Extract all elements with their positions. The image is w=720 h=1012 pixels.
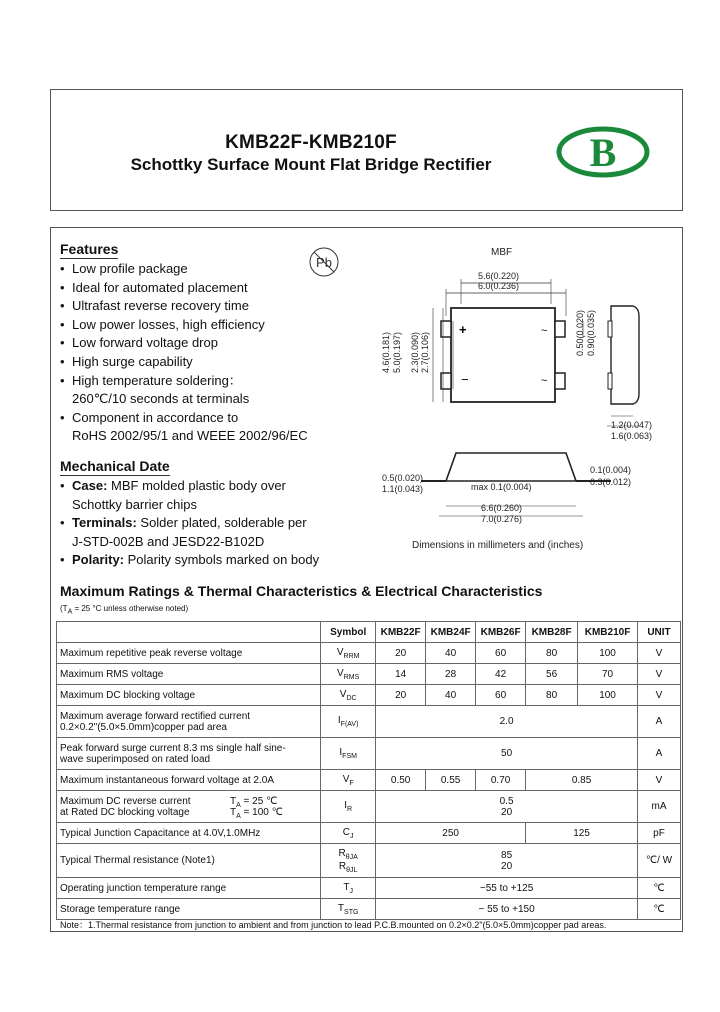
svg-text:−: −: [461, 372, 469, 387]
dim-label: 6.6(0.260): [481, 503, 523, 513]
main-box: [50, 227, 683, 932]
dim-label: 0.1(0.004): [590, 465, 632, 475]
ratings-condition: ($T_A = 25$ °C unless otherwise noted): [60, 604, 189, 616]
feature-item: • Low profile package: [60, 261, 188, 276]
document-title: KMB22F-KMB210F: [225, 132, 397, 153]
ratings-heading: Maximum Ratings & Thermal Characteristics & Electrical Characteristics: [60, 583, 543, 599]
mech-item-polarity: • Polarity: Polarity symbols marked on body: [60, 552, 320, 568]
svg-text:+: +: [459, 322, 467, 337]
table-row: Maximum instantaneous forward voltage at 2.0A $V_F$ 0.50 0.55 0.70 0.85 V: [57, 770, 681, 791]
table-row: Typical Thermal resistance (Note1) $R_{\theta JA}$ $R_{\theta JL}$ 85 20 ℃/ W: [57, 844, 681, 878]
table-row: Peak forward surge current 8.3 ms single half sine- wave superimposed on rated load $I_{FSM}$ 50 A: [57, 738, 681, 770]
svg-text:Pb: Pb: [316, 255, 332, 270]
table-row: Maximum DC reverse current $T_A = 25$ ℃ at Rated DC blocking voltage $T_A = 100$ ℃ $I_R$ 0.5 20 mA: [57, 791, 681, 823]
dim-label: 1.2(0.047): [611, 420, 653, 430]
dim-label: 6.0(0.236): [478, 281, 520, 291]
dim-label: 5.0(0.197): [392, 331, 402, 373]
table-row: Typical Junction Capacitance at 4.0V,1.0MHz $C_J$ 250 125 pF: [57, 823, 681, 844]
mech-item-terminals: • Terminals: Solder plated, solderable per: [60, 515, 307, 531]
feature-item: • Ultrafast reverse recovery time: [60, 298, 249, 314]
dim-label: 1.1(0.043): [382, 484, 424, 494]
mechanical-list: [60, 477, 319, 570]
table-header: UNIT: [638, 622, 681, 643]
table-header-row: [57, 622, 681, 643]
mech-item-cont: Schottky barrier chips: [72, 496, 197, 512]
header-box: [50, 89, 683, 211]
table-row: Operating junction temperature range $T_J$ −55 to +125 ℃: [57, 878, 681, 899]
feature-item: • High temperature soldering：: [60, 372, 242, 388]
mech-item-case: • Case: MBF molded plastic body over: [60, 478, 286, 493]
feature-item-cont: 260℃/10 seconds at terminals: [72, 391, 250, 407]
dim-label: 4.6(0.181): [381, 331, 391, 373]
dim-label: 0.3(0.012): [590, 477, 632, 487]
table-row: Storage temperature range $T_{STG}$ − 55 to +150 ℃: [57, 899, 681, 920]
dim-label: 2.7(0.106): [420, 331, 430, 373]
dim-label: 0.50(0.020): [575, 309, 585, 356]
table-header: KMB210F: [578, 622, 638, 643]
dim-label: 5.6(0.220): [478, 271, 520, 281]
table-header: [57, 622, 321, 643]
dim-label: 0.5(0.020): [382, 473, 424, 483]
table-header: KMB22F: [376, 622, 426, 643]
dim-label: 1.6(0.063): [611, 431, 653, 441]
table-header: Symbol: [321, 622, 376, 643]
feature-item-cont: RoHS 2002/95/1 and WEEE 2002/96/EC: [72, 428, 308, 444]
mech-item-cont: J-STD-002B and JESD22-B102D: [72, 533, 265, 549]
table-row: Maximum DC blocking voltage $V_{DC}$ 20 40 60 80 100 V: [57, 685, 681, 706]
features-list: [60, 260, 308, 446]
package-name: MBF: [491, 247, 513, 258]
units-note: Dimensions in millimeters and (inches): [412, 540, 584, 551]
table-header: KMB24F: [426, 622, 476, 643]
table-header: KMB26F: [476, 622, 526, 643]
feature-item: • Component in accordance to: [60, 409, 239, 425]
svg-text:~: ~: [541, 325, 548, 337]
feature-item: • Low forward voltage drop: [60, 335, 218, 351]
logo-letter: B: [589, 130, 617, 175]
dim-label: max 0.1(0.004): [471, 482, 532, 492]
dim-label: 7.0(0.276): [481, 514, 523, 524]
lead-free-icon: [307, 245, 341, 279]
feature-item: • High surge capability: [60, 353, 193, 369]
features-heading: Features: [60, 241, 119, 257]
footnote: Note：1.Thermal resistance from junction to ambient and from junction to lead P.C.B.mounted on 0.2×0.2"(5.0×5.0mm)copper pad areas.: [60, 920, 607, 930]
ratings-table: [56, 621, 681, 920]
document-subtitle: Schottky Surface Mount Flat Bridge Rectifier: [130, 155, 492, 174]
feature-item: • Ideal for automated placement: [60, 279, 248, 295]
dim-label: 2.3(0.090): [410, 331, 420, 373]
svg-text:~: ~: [541, 375, 548, 387]
table-header: KMB28F: [526, 622, 578, 643]
brand-logo: [556, 126, 650, 178]
dim-label: 0.90(0.035): [586, 309, 596, 356]
mechanical-heading: Mechanical Date: [60, 458, 170, 474]
table-row: Maximum average forward rectified current 0.2×0.2"(5.0×5.0mm)copper pad area $I_{F(AV)}$ 2.0 A: [57, 706, 681, 738]
table-row: Maximum repetitive peak reverse voltage $V_{RRM}$ 20 40 60 80 100 V: [57, 643, 681, 664]
table-row: Maximum RMS voltage $V_{RMS}$ 14 28 42 56 70 V: [57, 664, 681, 685]
feature-item: • Low power losses, high efficiency: [60, 316, 265, 332]
